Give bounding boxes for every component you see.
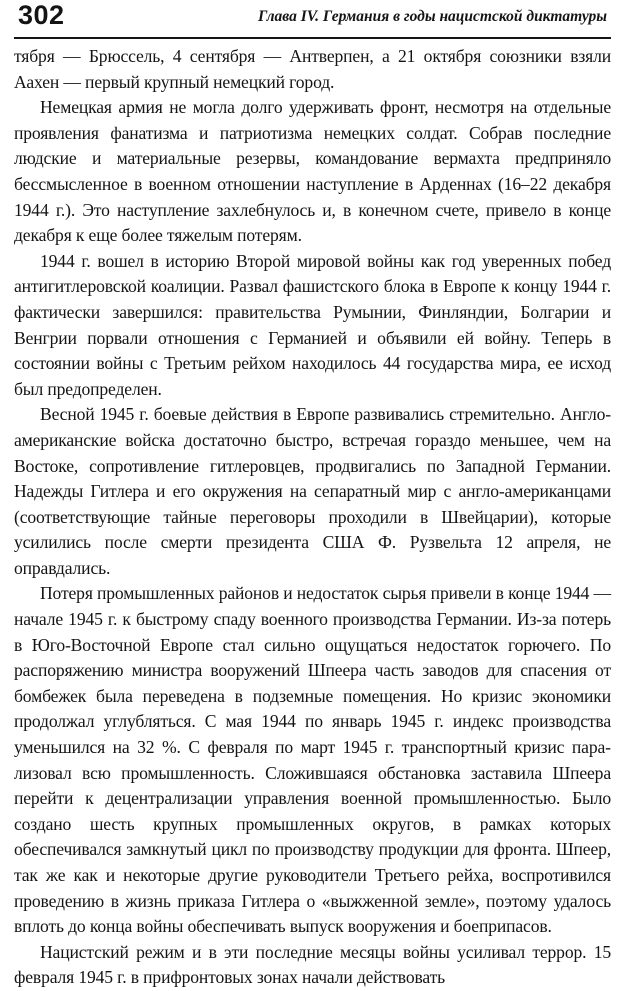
paragraph: Весной 1945 г. боевые действия в Европе развивались стремительно. Англо-американские войска достаточно быстро, встречая гораздо меньшее, чем на Востоке, сопротивление гитлеровцев, продвигались по Западной Германии. Надежды Гитлера и его окружения на сепаратный мир с англо-американцами (соответствующие тайные переговоры проходили в Швейцарии), которые усилились после смерти президента США Ф. Рузвельта 12 апреля, не оправдались. (14, 404, 611, 578)
page-body (14, 40, 611, 991)
paragraph-continuation: тября — Брюссель, 4 сентября — Антверпен, а 21 октября союзники взяли Аахен — первый крупный немецкий город. (14, 46, 611, 92)
page-number: 302 (18, 0, 65, 30)
running-head: Глава IV. Германия в годы нацистской диктатуры (258, 8, 607, 25)
page-header (14, 0, 611, 40)
header-rule (14, 37, 611, 39)
paragraph: Потеря промышленных районов и недостаток сырья привели в конце 1944 — начале 1945 г. к быстрому спаду военного производства Германии. Из-за потерь в Юго-Восточной Европе стал сильно ощущаться недостаток горючего. По распоряжению министра вооружений Шпеера часть заводов для спасения от бомбежек была переведена в подземные помещения. Но кризис экономики продолжал углубляться. С мая 1944 по январь 1945 г. индекс производства уменьшился на 32 %. С февраля по март 1945 г. транспортный кризис парализовал всю промышленность. Сложившаяся обстановка заставила Шпеера перейти к децентрализации управления военной промышленностью. Было создано шесть крупных промышленных округов, в рамках которых обеспечивался замкнутый цикл по производству продукции для фронта. Шпеер, так же как и некоторые другие руководители Третьего рейха, воспротивился проведению в жизнь приказа Гитлера о «выжженной земле», поэтому удалось вплоть до конца войны обеспечивать выпуск вооружения и боеприпасов. (14, 583, 611, 937)
paragraph: Нацистский режим и в эти последние месяцы войны усиливал террор. 15 февраля 1945 г. в прифронтовых зонах начали действовать (14, 941, 611, 988)
paragraph: 1944 г. вошел в историю Второй мировой войны как год уверенных побед антигитлеровской коалиции. Развал фашистского блока в Европе к концу 1944 г. фактически завершился: правительства Румынии, Финляндии, Болгарии и Венгрии порвали отношения с Германией и объявили ей войну. Теперь в состоянии войны с Третьим рейхом находилось 44 государства мира, ее исход был предопределен. (14, 250, 611, 399)
paragraph: Немецкая армия не могла долго удерживать фронт, несмотря на отдельные проявления фанатизма и патриотизма немецких солдат. Собрав последние людские и материальные резервы, командование вермахта предприняло бессмысленное в военном отношении наступление в Арденнах (16–22 декабря 1944 г.). Это наступление захлебнулось и, в конечном счете, привело в конце декабря к еще более тяжелым потерям. (14, 97, 611, 246)
